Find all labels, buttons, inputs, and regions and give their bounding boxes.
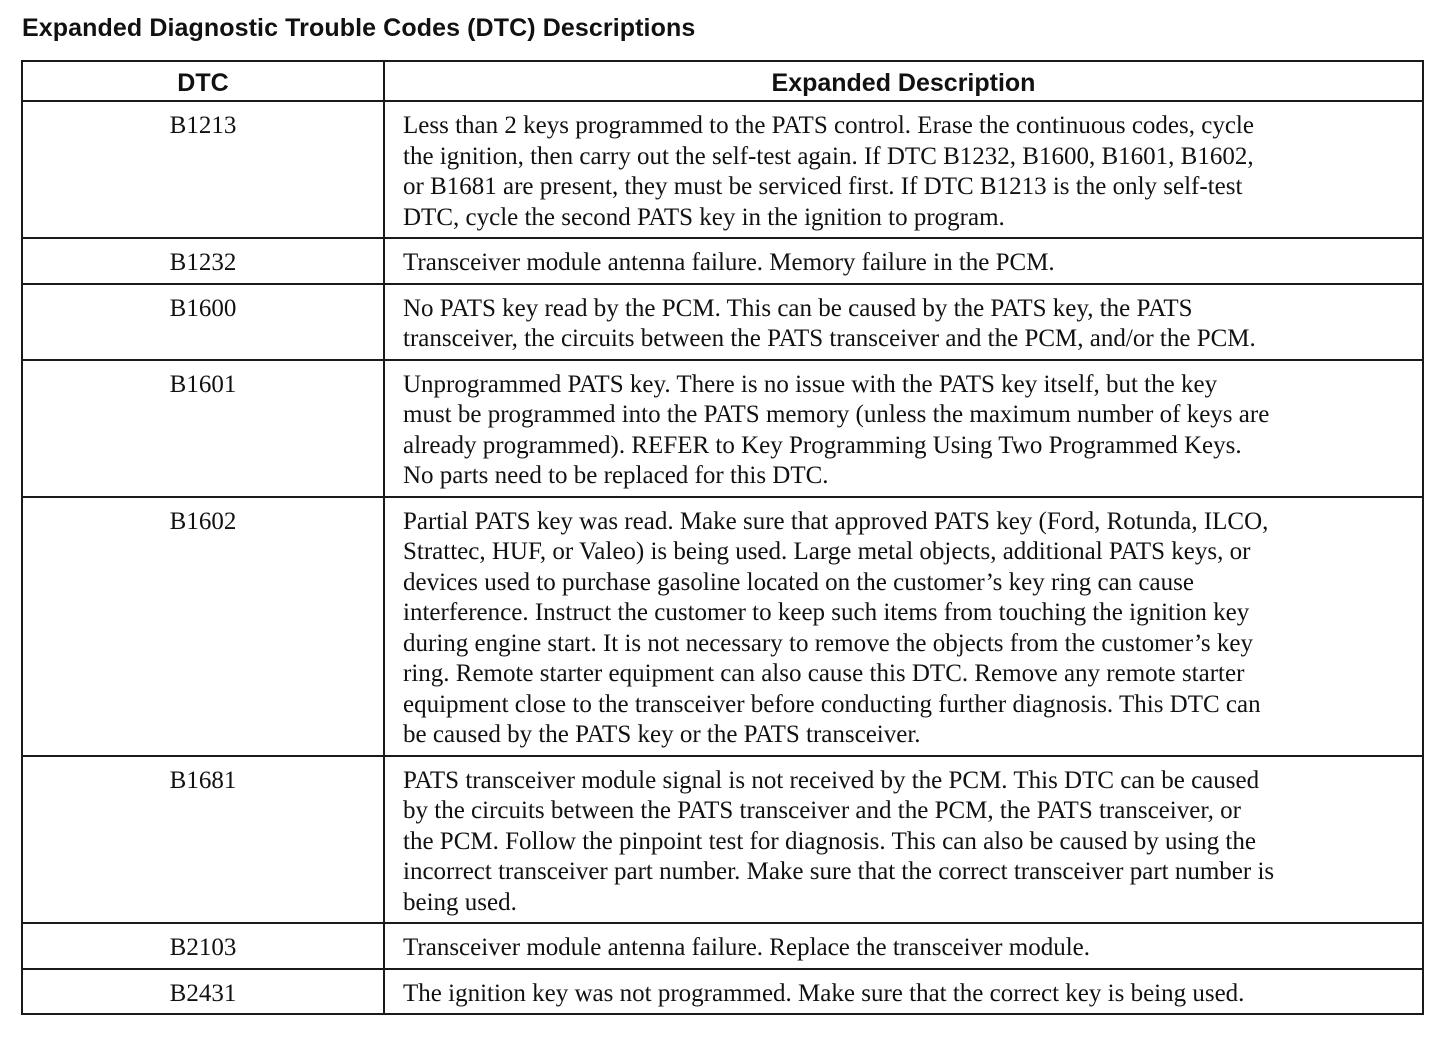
dtc-description [384,101,1423,238]
description-line: Unprogrammed PATS key. There is no issue with the PATS key itself, but the key [403,370,1218,398]
dtc-code: B2103 [22,923,384,969]
description-line: Transceiver module antenna failure. Replace the transceiver module. [403,934,1090,961]
table-row [22,284,1423,360]
description-line: devices used to purchase gasoline located on the customer’s key ring can cause [403,568,1194,596]
description-line: already programmed). REFER to Key Programming Using Two Programmed Keys. [403,431,1242,459]
description-line: transceiver, the circuits between the PATS transceiver and the PCM, and/or the PCM. [403,325,1256,352]
dtc-code: B1601 [22,360,384,497]
description-line: or B1681 are present, they must be serviced first. If DTC B1213 is the only self-test [403,173,1243,200]
description-line: No parts need to be replaced for this DTC. [403,462,829,489]
description-line: must be programmed into the PATS memory (unless the maximum number of keys are [403,401,1270,428]
table-row [22,969,1423,1015]
description-line: by the circuits between the PATS transceiver and the PCM, the PATS transceiver, or [403,797,1241,824]
table-row [22,360,1423,497]
description-line: Strattec, HUF, or Valeo) is being used. Large metal objects, additional PATS keys, or [403,538,1251,565]
dtc-description [384,284,1423,360]
dtc-code: B1213 [22,101,384,238]
table-row [22,238,1423,284]
description-line: being used. [403,888,517,916]
dtc-description [384,969,1423,1015]
description-line: ring. Remote starter equipment can also cause this DTC. Remove any remote starter [403,660,1245,687]
description-line: DTC, cycle the second PATS key in the ignition to program. [403,203,1005,231]
description-line: No PATS key read by the PCM. This can be caused by the PATS key, the PATS [403,294,1193,322]
description-line: be caused by the PATS key or the PATS transceiver. [403,721,921,748]
table-row [22,497,1423,756]
description-line: interference. Instruct the customer to keep such items from touching the ignition key [403,599,1250,626]
description-line: Transceiver module antenna failure. Memory failure in the PCM. [403,249,1055,276]
table-row [22,101,1423,238]
dtc-table [21,60,1424,1015]
dtc-code: B1681 [22,756,384,924]
description-line: the PCM. Follow the pinpoint test for diagnosis. This can also be caused by using the [403,827,1256,855]
column-header-description: Expanded Description [384,61,1423,101]
description-line: Less than 2 keys programmed to the PATS control. Erase the continuous codes, cycle [403,112,1254,139]
dtc-description [384,923,1423,969]
table-row [22,756,1423,924]
table-row [22,923,1423,969]
column-header-dtc: DTC [22,61,384,101]
dtc-description [384,360,1423,497]
description-line: during engine start. It is not necessary to remove the objects from the customer’s key [403,629,1253,657]
dtc-description [384,497,1423,756]
page-title: Expanded Diagnostic Trouble Codes (DTC) Descriptions [22,14,696,42]
dtc-code: B1232 [22,238,384,284]
dtc-code: B1600 [22,284,384,360]
description-line: incorrect transceiver part number. Make sure that the correct transceiver part number is [403,858,1275,885]
dtc-description [384,756,1423,924]
dtc-code: B2431 [22,969,384,1015]
dtc-description [384,238,1423,284]
description-line: equipment close to the transceiver before conducting further diagnosis. This DTC can [403,690,1261,718]
table-header-row [22,61,1423,101]
description-line: the ignition, then carry out the self-test again. If DTC B1232, B1600, B1601, B1602, [403,142,1254,170]
description-line: The ignition key was not programmed. Make sure that the correct key is being used. [403,979,1245,1007]
dtc-code: B1602 [22,497,384,756]
description-line: PATS transceiver module signal is not received by the PCM. This DTC can be caused [403,766,1260,794]
description-line: Partial PATS key was read. Make sure that approved PATS key (Ford, Rotunda, ILCO, [403,507,1269,535]
